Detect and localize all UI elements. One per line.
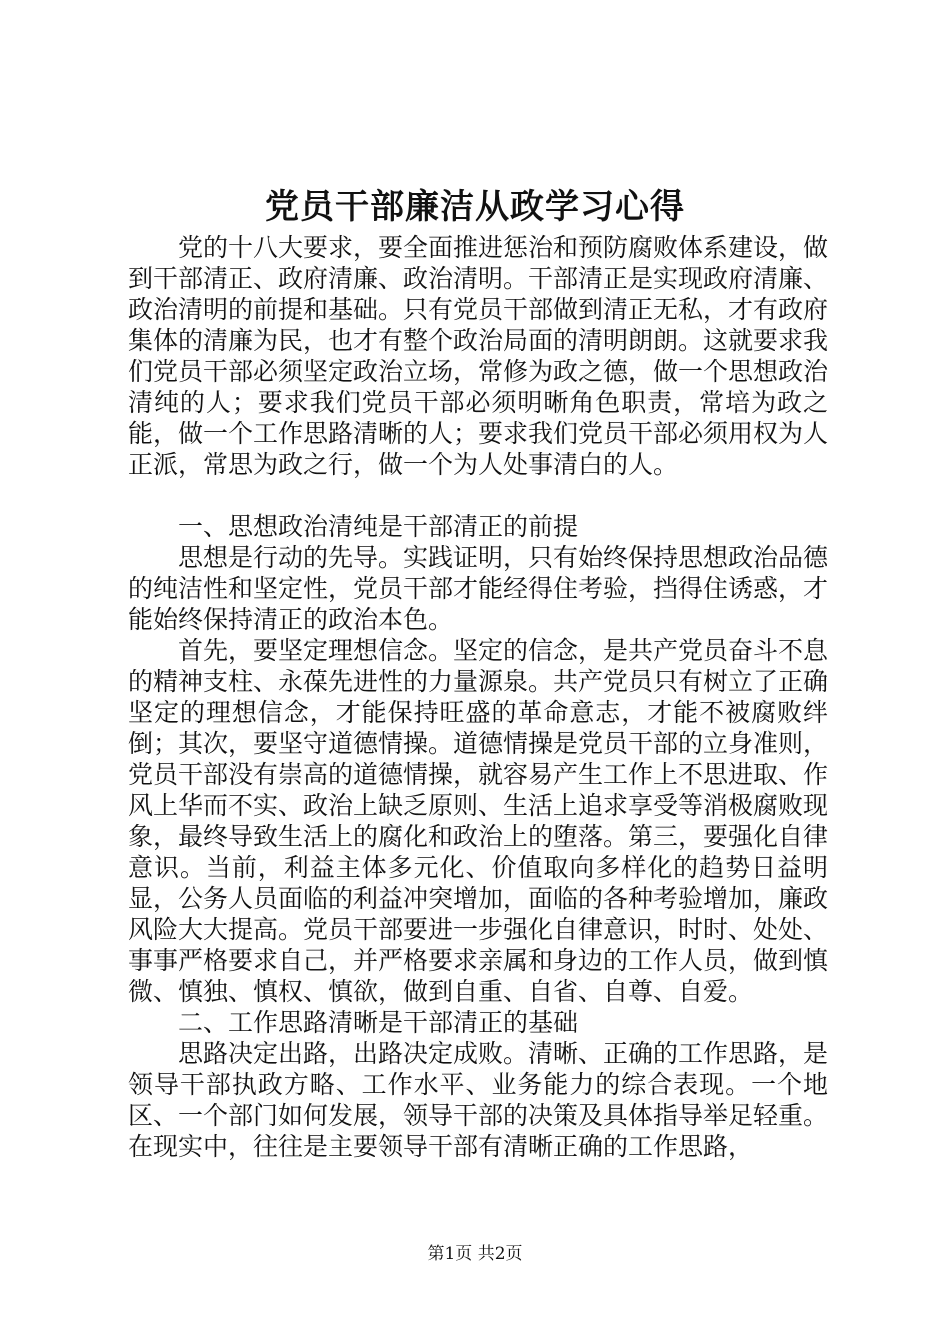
section-heading-2: 二、工作思路清晰是干部清正的基础 <box>178 1008 579 1037</box>
section-heading-1: 一、思想政治清纯是干部清正的前提 <box>178 512 579 541</box>
body-paragraph: 思路决定出路，出路决定成败。清晰、正确的工作思路，是领导干部执政方略、工作水平、业务能力的综合表现。一个地区、一个部门如何发展，领导干部的决策及具体指导举足轻重。在现实中，往往是主要领导干部有清晰正确的工作思路， <box>128 1039 829 1161</box>
page-footer: 第1页 共2页 <box>427 1244 523 1264</box>
document-body <box>128 232 828 1162</box>
document-title: 党员干部廉洁从政学习心得 <box>265 187 685 227</box>
body-paragraph: 思想是行动的先导。实践证明，只有始终保持思想政治品德的纯洁性和坚定性，党员干部才能经得住考验，挡得住诱惑，才能始终保持清正的政治本色。 <box>128 543 829 634</box>
intro-paragraph: 党的十八大要求，要全面推进惩治和预防腐败体系建设，做到干部清正、政府清廉、政治清明。干部清正是实现政府清廉、政治清明的前提和基础。只有党员干部做到清正无私，才有政府集体的清廉为民，也才有整个政治局面的清明朗朗。这就要求我们党员干部必须坚定政治立场，常修为政之德，做一个思想政治清纯的人；要求我们党员干部必须明晰角色职责，常培为政之能，做一个工作思路清晰的人；要求我们党员干部必须用权为人正派，常思为政之行，做一个为人处事清白的人。 <box>128 233 829 479</box>
body-paragraph: 首先，要坚定理想信念。坚定的信念，是共产党员奋斗不息的精神支柱、永葆先进性的力量源泉。共产党员只有树立了正确坚定的理想信念，才能保持旺盛的革命意志，才能不被腐败绊倒；其次，要坚守道德情操。道德情操是党员干部的立身准则，党员干部没有崇高的道德情操，就容易产生工作上不思进取、作风上华而不实、政治上缺乏原则、生活上追求享受等消极腐败现象，最终导致生活上的腐化和政治上的堕落。第三，要强化自律意识。当前，利益主体多元化、价值取向多样化的趋势日益明显，公务人员面临的利益冲突增加，面临的各种考验增加，廉政风险大大提高。党员干部要进一步强化自律意识，时时、处处、事事严格要求自己，并严格要求亲属和身边的工作人员，做到慎微、慎独、慎权、慎欲，做到自重、自省、自尊、自爱。 <box>128 636 829 1006</box>
